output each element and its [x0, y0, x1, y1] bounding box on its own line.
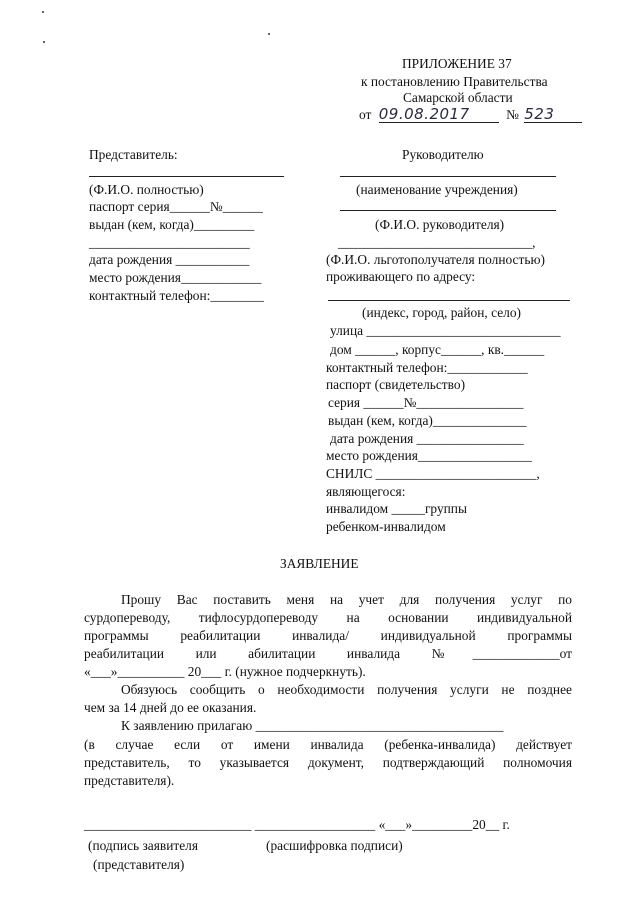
- handwritten-number: 523: [524, 107, 582, 123]
- representative-birth-date: дата рождения ___________: [89, 252, 250, 267]
- beneficiary-fio-caption: (Ф.И.О. льготополучателя полностью): [326, 252, 545, 267]
- representative-blank-line: ________________________: [89, 235, 250, 250]
- appendix-line1: к постановлению Правительства: [361, 74, 548, 89]
- appendix-title: ПРИЛОЖЕНИЕ 37: [402, 56, 512, 71]
- addressee-title: Руководителю: [402, 147, 484, 162]
- beneficiary-street: улица _____________________________: [330, 323, 561, 338]
- signature-representative-caption: (представителя): [93, 857, 185, 872]
- addressee-org-caption: (наименование учреждения): [356, 182, 518, 197]
- statement-p3-line3: представитель, то указывается документ, подтверждающий полномочия: [84, 755, 572, 770]
- beneficiary-living: проживающего по адресу:: [326, 269, 476, 284]
- beneficiary-phone: контактный телефон:____________: [326, 360, 528, 375]
- statement-p3-line2: (в случае если от имени инвалида (ребенка-инвалида) действует: [84, 737, 572, 752]
- representative-title: Представитель:: [89, 147, 178, 162]
- date-prefix: от: [359, 107, 372, 122]
- beneficiary-house: дом ______, корпус______, кв.______: [330, 342, 545, 357]
- statement-p3-line4: представителя).: [84, 773, 175, 788]
- statement-p1-line3: программы реабилитации инвалида/ индивидуальной программы: [84, 628, 572, 643]
- statement-p1-line5: «___»__________ 20___ г. (нужное подчеркнуть).: [84, 664, 366, 679]
- beneficiary-snils: СНИЛС ________________________,: [326, 466, 540, 481]
- signature-line: _________________________ __________________ «___»_________20__ г.: [84, 817, 510, 832]
- statement-p1-line2: сурдопереводу, тифлосурдопереводу на основании индивидуальной: [84, 610, 572, 625]
- beneficiary-address-line: [328, 290, 570, 301]
- statement-p2-line1: Обязуюсь сообщить о необходимости получения услуги не позднее: [121, 682, 572, 697]
- statement-p1-line1: Прошу Вас поставить меня на учет для получения услуг по: [121, 592, 572, 607]
- addressee-org-line: [340, 168, 556, 177]
- statement-title: ЗАЯВЛЕНИЕ: [280, 556, 359, 571]
- representative-phone: контактный телефон:________: [89, 288, 264, 303]
- scan-dot: [268, 33, 270, 35]
- beneficiary-being: являющегося:: [326, 484, 406, 499]
- representative-fio-caption: (Ф.И.О. полностью): [89, 182, 204, 197]
- beneficiary-address-caption: (индекс, город, район, село): [362, 305, 521, 320]
- statement-p3-line1: К заявлению прилагаю _____________________________________: [121, 718, 504, 733]
- representative-issued: выдан (кем, когда)_________: [89, 217, 255, 232]
- statement-p2-line2: чем за 14 дней до ее оказания.: [84, 700, 257, 715]
- handwritten-date: 09.08.2017: [379, 107, 499, 123]
- signature-applicant-caption: (подпись заявителя: [88, 838, 198, 853]
- beneficiary-passport: паспорт (свидетельство): [326, 377, 466, 392]
- beneficiary-series: серия ______№________________: [328, 395, 524, 410]
- beneficiary-name-line: _____________________________,: [338, 235, 536, 250]
- number-label: №: [506, 107, 519, 122]
- signature-decoding-caption: (расшифровка подписи): [266, 838, 403, 853]
- addressee-head-line: [340, 202, 556, 211]
- beneficiary-child: ребенком-инвалидом: [326, 519, 446, 534]
- beneficiary-issued: выдан (кем, когда)______________: [328, 413, 527, 428]
- representative-passport: паспорт серия______№______: [89, 199, 263, 214]
- appendix-date-row: [359, 107, 582, 123]
- appendix-line2: Самарской области: [403, 90, 513, 105]
- scan-dot: [42, 11, 44, 13]
- representative-birth-place: место рождения____________: [89, 270, 262, 285]
- beneficiary-birth-place: место рождения_________________: [326, 448, 532, 463]
- beneficiary-disabled-group: инвалидом _____группы: [326, 501, 467, 516]
- beneficiary-birth-date: дата рождения ________________: [330, 431, 524, 446]
- scan-dot: [43, 41, 45, 43]
- addressee-head-caption: (Ф.И.О. руководителя): [375, 217, 505, 232]
- statement-p1-line4: реабилитации или абилитации инвалида №_____________от: [84, 646, 572, 661]
- representative-name-line: [89, 168, 284, 177]
